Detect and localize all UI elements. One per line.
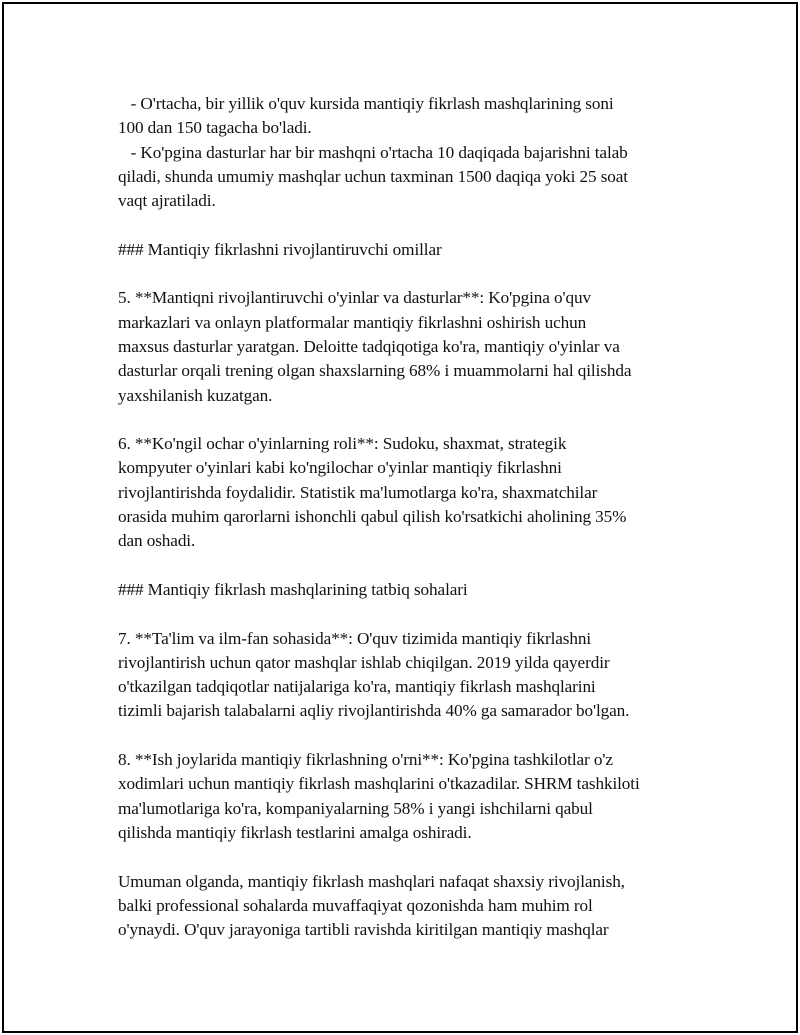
paragraph [118, 432, 693, 553]
text-line: 100 dan 150 tagacha bo'ladi. [118, 118, 312, 138]
paragraph [118, 870, 693, 943]
text-line: Umuman olganda, mantiqiy fikrlash mashqlari nafaqat shaxsiy rivojlanish, [118, 871, 625, 891]
paragraph [118, 92, 693, 213]
text-line: vaqt ajratiladi. [118, 191, 216, 211]
paragraph-gap [118, 602, 693, 626]
paragraph-gap [118, 262, 693, 286]
text-line: qilishda mantiqiy fikrlash testlarini amalga oshiradi. [118, 822, 472, 842]
text-line: dasturlar orqali trening olgan shaxslarning 68% i muammolarni hal qilishda [118, 361, 632, 381]
paragraph-gap [118, 724, 693, 748]
text-line: rivojlantirish uchun qator mashqlar ishlab chiqilgan. 2019 yilda qayerdir [118, 652, 610, 672]
text-line: o'ynaydi. O'quv jarayoniga tartibli ravishda kiritilgan mantiqiy mashqlar [118, 920, 609, 940]
text-line: ### Mantiqiy fikrlash mashqlarining tatbiq sohalari [118, 579, 468, 599]
text-line: 6. **Ko'ngil ochar o'yinlarning roli**: Sudoku, shaxmat, strategik [118, 434, 567, 454]
text-line: tizimli bajarish talabalarni aqliy rivojlantirishda 40% ga samarador bo'lgan. [118, 701, 630, 721]
section-heading [118, 238, 693, 262]
paragraph [118, 748, 693, 845]
text-line: qiladi, shunda umumiy mashqlar uchun taxminan 1500 daqiqa yoki 25 soat [118, 166, 628, 186]
text-line: o'tkazilgan tadqiqotlar natijalariga ko'ra, mantiqiy fikrlash mashqlarini [118, 677, 596, 697]
text-line: rivojlantirishda foydalidir. Statistik ma'lumotlarga ko'ra, shaxmatchilar [118, 482, 598, 502]
paragraph-gap [118, 213, 693, 237]
text-line: dan oshadi. [118, 531, 196, 551]
paragraph-gap [118, 554, 693, 578]
text-line: ma'lumotlariga ko'ra, kompaniyalarning 58% i yangi ishchilarni qabul [118, 798, 593, 818]
text-line: - O'rtacha, bir yillik o'quv kursida mantiqiy fikrlash mashqlarining soni [118, 94, 614, 113]
text-line: 7. **Ta'lim va ilm-fan sohasida**: O'quv tizimida mantiqiy fikrlashni [118, 628, 592, 648]
paragraph-gap [118, 408, 693, 432]
paragraph-gap [118, 845, 693, 869]
text-line: balki professional sohalarda muvaffaqiyat qozonishda ham muhim rol [118, 895, 593, 915]
document-body [118, 92, 693, 942]
text-line: xodimlari uchun mantiqiy fikrlash mashqlarini o'tkazadilar. SHRM tashkiloti [118, 774, 640, 794]
text-line: markazlari va onlayn platformalar mantiqiy fikrlashni oshirish uchun [118, 312, 587, 332]
paragraph [118, 286, 693, 407]
section-heading [118, 578, 693, 602]
text-line: yaxshilanish kuzatgan. [118, 385, 273, 405]
paragraph [118, 627, 693, 724]
text-line: maxsus dasturlar yaratgan. Deloitte tadqiqotiga ko'ra, mantiqiy o'yinlar va [118, 336, 620, 356]
text-line: ### Mantiqiy fikrlashni rivojlantiruvchi omillar [118, 239, 442, 259]
text-line: 5. **Mantiqni rivojlantiruvchi o'yinlar va dasturlar**: Ko'pgina o'quv [118, 288, 591, 308]
text-line: 8. **Ish joylarida mantiqiy fikrlashning o'rni**: Ko'pgina tashkilotlar o'z [118, 750, 613, 770]
text-line: kompyuter o'yinlari kabi ko'ngilochar o'yinlar mantiqiy fikrlashni [118, 458, 562, 478]
text-line: orasida muhim qarorlarni ishonchli qabul qilish ko'rsatkichi aholining 35% [118, 507, 627, 527]
text-line: - Ko'pgina dasturlar har bir mashqni o'rtacha 10 daqiqada bajarishni talab [118, 142, 628, 162]
